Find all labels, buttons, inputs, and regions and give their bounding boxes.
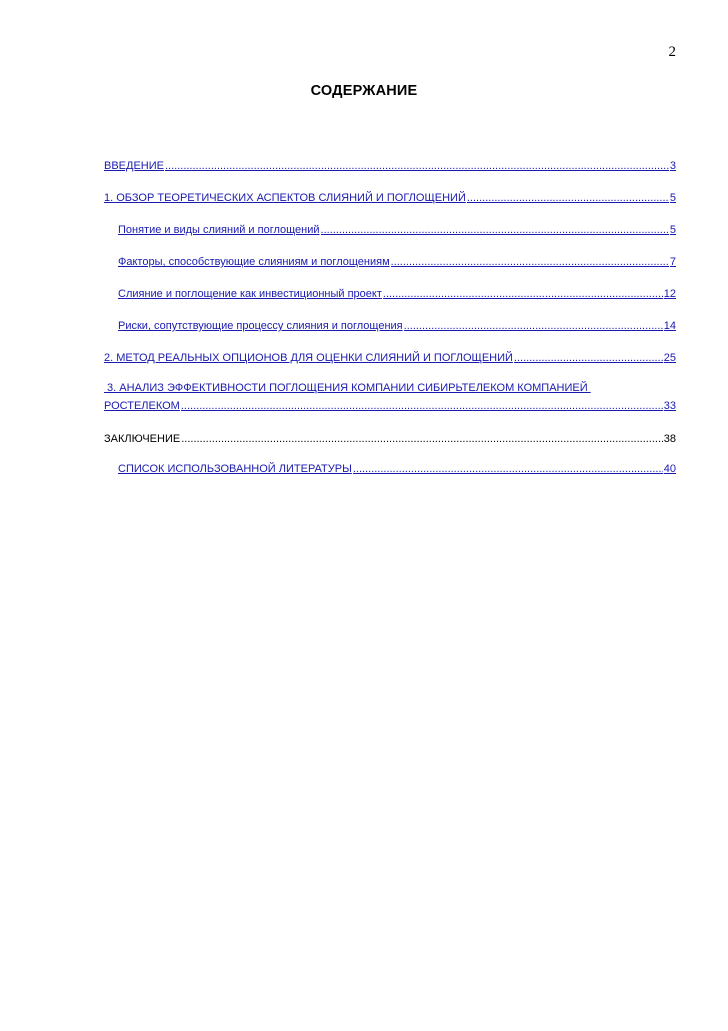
toc-entry-page: 7 (669, 256, 676, 268)
toc-dot-leader (321, 223, 669, 237)
toc-dot-leader (165, 159, 669, 173)
toc-dot-leader (353, 462, 663, 476)
toc-entry-label: Риски, сопутствующие процессу слияния и поглощения (118, 320, 403, 332)
toc-entry-chapter-2[interactable] (104, 351, 676, 365)
toc-entry-page: 38 (663, 433, 676, 445)
toc-entry-label-line-2: РОСТЕЛЕКОМ (104, 400, 180, 412)
toc-entry-label: ВВЕДЕНИЕ (104, 160, 164, 172)
toc-entry-page: 25 (663, 352, 676, 364)
toc-dot-leader (181, 432, 663, 446)
toc-entry-page: 12 (663, 288, 676, 300)
toc-entry-label-line-1: 3. АНАЛИЗ ЭФФЕКТИВНОСТИ ПОГЛОЩЕНИЯ КОМПАНИИ СИБИРЬТЕЛЕКОМ КОМПАНИЕЙ (104, 382, 591, 394)
toc-dot-leader (181, 399, 663, 413)
toc-entry-section-1-1[interactable] (118, 223, 676, 237)
toc-entry-label: Факторы, способствующие слияниям и поглощениям (118, 256, 390, 268)
toc-entry-page: 5 (669, 192, 676, 204)
toc-dot-leader (404, 319, 663, 333)
toc-entry-label: Слияние и поглощение как инвестиционный проект (118, 288, 382, 300)
toc-entry-chapter-1[interactable] (104, 191, 676, 205)
toc-entry-page: 3 (669, 160, 676, 172)
toc-entry-page: 14 (663, 320, 676, 332)
toc-entry-conclusion[interactable] (104, 432, 676, 446)
toc-entry-label: ЗАКЛЮЧЕНИЕ (104, 433, 181, 445)
toc-dot-leader (514, 351, 663, 365)
toc-entry-label: СПИСОК ИСПОЛЬЗОВАННОЙ ЛИТЕРАТУРЫ (118, 463, 352, 475)
toc-entry-references[interactable] (118, 462, 676, 476)
toc-entry-chapter-3[interactable] (104, 381, 676, 413)
toc-entry-label: 1. ОБЗОР ТЕОРЕТИЧЕСКИХ АСПЕКТОВ СЛИЯНИЙ И ПОГЛОЩЕНИЙ (104, 192, 466, 204)
toc-entry-section-1-2[interactable] (118, 255, 676, 269)
toc-dot-leader (467, 191, 669, 205)
toc-title: СОДЕРЖАНИЕ (310, 83, 418, 99)
toc-entry-page: 33 (663, 400, 676, 412)
page-number: 2 (668, 44, 676, 60)
toc-entry-section-1-3[interactable] (118, 287, 676, 301)
toc-entry-section-1-4[interactable] (118, 319, 676, 333)
toc-entry-page: 5 (669, 224, 676, 236)
toc-dot-leader (391, 255, 669, 269)
toc-entry-label: Понятие и виды слияний и поглощений (118, 224, 320, 236)
toc-entry-label: 2. МЕТОД РЕАЛЬНЫХ ОПЦИОНОВ ДЛЯ ОЦЕНКИ СЛИЯНИЙ И ПОГЛОЩЕНИЙ (104, 352, 513, 364)
toc-entry-page: 40 (663, 463, 676, 475)
toc-entry-introduction[interactable] (104, 159, 676, 173)
toc-dot-leader (383, 287, 663, 301)
